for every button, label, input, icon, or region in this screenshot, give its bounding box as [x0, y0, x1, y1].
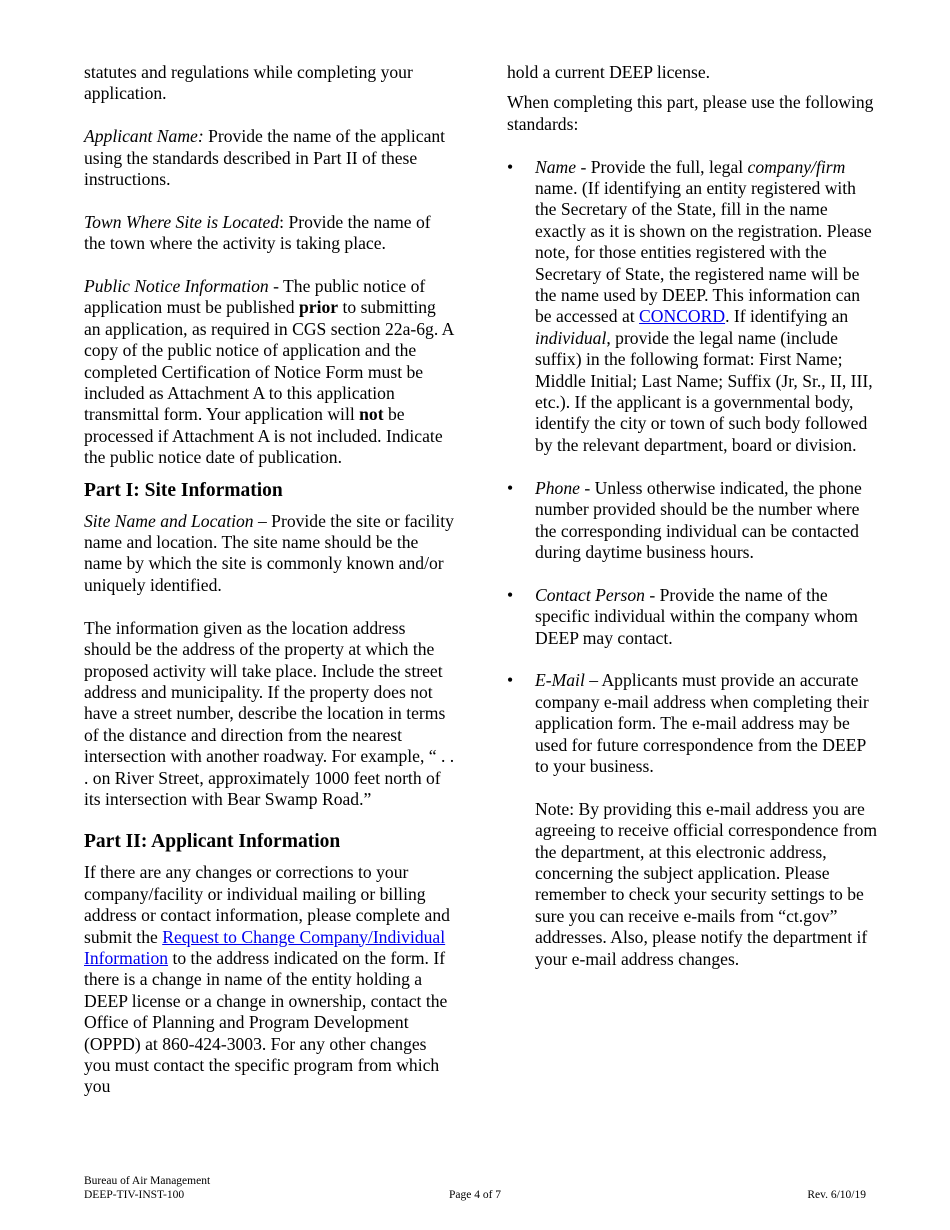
footer-bureau: Bureau of Air Management — [84, 1175, 211, 1187]
name-label: Name — [535, 156, 577, 177]
part2-heading: Part II: Applicant Information — [84, 831, 341, 853]
name-text-3: . If identifying an — [725, 306, 849, 327]
site-text: – Provide the site or facility name and location. The site name should be the name by which the site is commonly known and/or uniquely identified. — [84, 510, 454, 595]
concord-link[interactable]: CONCORD — [639, 306, 726, 327]
location-paragraph: The information given as the location address should be the address of the property at which the proposed activity will take place. Include the street address and municipality. If the property does not have a street number, describe the location in terms of the distance and direction from the nearest intersection with another roadway. For example, “ . . . on River Street, approximately 1000 feet north of its intersection with Bear Swamp Road.” — [84, 617, 455, 809]
town-text: : Provide the name of the town where the activity is taking place. — [84, 211, 431, 254]
name-company: company/firm — [747, 156, 846, 177]
email-bullet-text — [535, 670, 879, 777]
phone-bullet — [507, 478, 879, 564]
email-bullet — [507, 670, 879, 970]
bullet-dot: • — [507, 477, 514, 498]
intro-continuation: statutes and regulations while completing your application. — [84, 62, 413, 104]
contact-label: Contact Person — [535, 584, 645, 605]
name-text-4: , provide the legal name (include suffix) in the following format: First Name; Middle Initial; Last Name; Suffix (Jr, Sr., II, III, etc.). If the applicant is a governmental body, identify the city or town of such body followed by the relevant department, board or division. — [535, 327, 873, 455]
phone-label: Phone — [535, 477, 580, 498]
left-column — [84, 62, 456, 1098]
request-to-change-link[interactable]: Request to Change Company/Individual Information — [84, 926, 446, 968]
applicant-name-label: Applicant Name: — [84, 126, 204, 147]
public-notice-paragraph — [84, 276, 456, 469]
name-bullet-text — [535, 157, 879, 457]
contact-text: - Provide the name of the specific individual within the company whom DEEP may contact. — [535, 584, 858, 648]
public-notice-text-1: - The public notice of application must be published — [84, 276, 426, 318]
part2-paragraph — [84, 862, 456, 1097]
site-paragraph — [84, 511, 456, 597]
standards-intro: When completing this part, please use the following standards: — [507, 92, 874, 134]
name-text-1: - Provide the full, legal — [576, 156, 748, 177]
phone-text: - Unless otherwise indicated, the phone number provided should be the number where the corresponding individual can be contacted during daytime business hours. — [535, 477, 862, 562]
footer-revision: Rev. 6/10/19 — [807, 1189, 866, 1201]
contact-bullet-text — [535, 585, 879, 649]
town-label: Town Where Site is Located — [84, 211, 280, 232]
email-text: – Applicants must provide an accurate company e-mail address when completing their application form. The e-mail address may be used for future correspondence from the DEEP to your business. — [535, 670, 869, 776]
name-individual: individual — [535, 327, 607, 348]
name-text-2: name. (If identifying an entity registered with the Secretary of the State, fill in the name exactly as it is shown on the registration. Please note, for those entities registered with the Secretary of State, the registered name will be the name used by DEEP. This information can be accessed at — [535, 178, 872, 327]
public-notice-text-3: be processed if Attachment A is not included. Indicate the public notice date of publication. — [84, 404, 443, 468]
right-column — [507, 62, 879, 970]
part1-heading: Part I: Site Information — [84, 479, 283, 501]
public-notice-text-2: to submitting an application, as required in CGS section 22a-6g. A copy of the public notice of application and the completed Certification of Notice Form must be included as Attachment A to this application transmittal form. Your application will — [84, 297, 454, 425]
footer-page-number: Page 4 of 7 — [448, 1189, 502, 1201]
part2-text-2: to the address indicated on the form. If there is a change in name of the entity holding a DEEP license or a change in ownership, contact the Office of Planning and Program Development (OPPD) at 860-424-3003. For any other changes you must contact the specific program from which you — [84, 947, 448, 1097]
public-notice-label: Public Notice Information — [84, 276, 269, 297]
phone-bullet-text — [535, 478, 879, 564]
public-notice-prior: prior — [299, 297, 339, 318]
footer-doc-id: DEEP-TIV-INST-100 — [84, 1189, 185, 1201]
contact-bullet — [507, 585, 879, 649]
bullet-dot: • — [507, 584, 514, 605]
bullet-dot: • — [507, 670, 514, 691]
public-notice-not: not — [359, 404, 384, 425]
applicant-name-text: Provide the name of the applicant using the standards described in Part II of these instructions. — [84, 126, 446, 190]
town-paragraph — [84, 212, 456, 255]
email-note: Note: By providing this e-mail address you are agreeing to receive official correspondence from the department, at this electronic address, concerning the subject application. Please remember to check your security settings to be sure you can receive e-mails from “ct.gov” addresses. Also, please notify the department if your e-mail address changes. — [535, 798, 878, 969]
applicant-name-paragraph — [84, 126, 456, 190]
site-label: Site Name and Location — [84, 510, 254, 531]
part2-text-1: If there are any changes or corrections to your company/facility or individual mailing or billing address or contact information, please complete and submit the — [84, 862, 450, 947]
email-label: E-Mail — [535, 670, 585, 691]
license-continuation: hold a current DEEP license. — [507, 62, 711, 82]
bullet-dot: • — [507, 156, 514, 177]
name-bullet — [507, 157, 879, 457]
